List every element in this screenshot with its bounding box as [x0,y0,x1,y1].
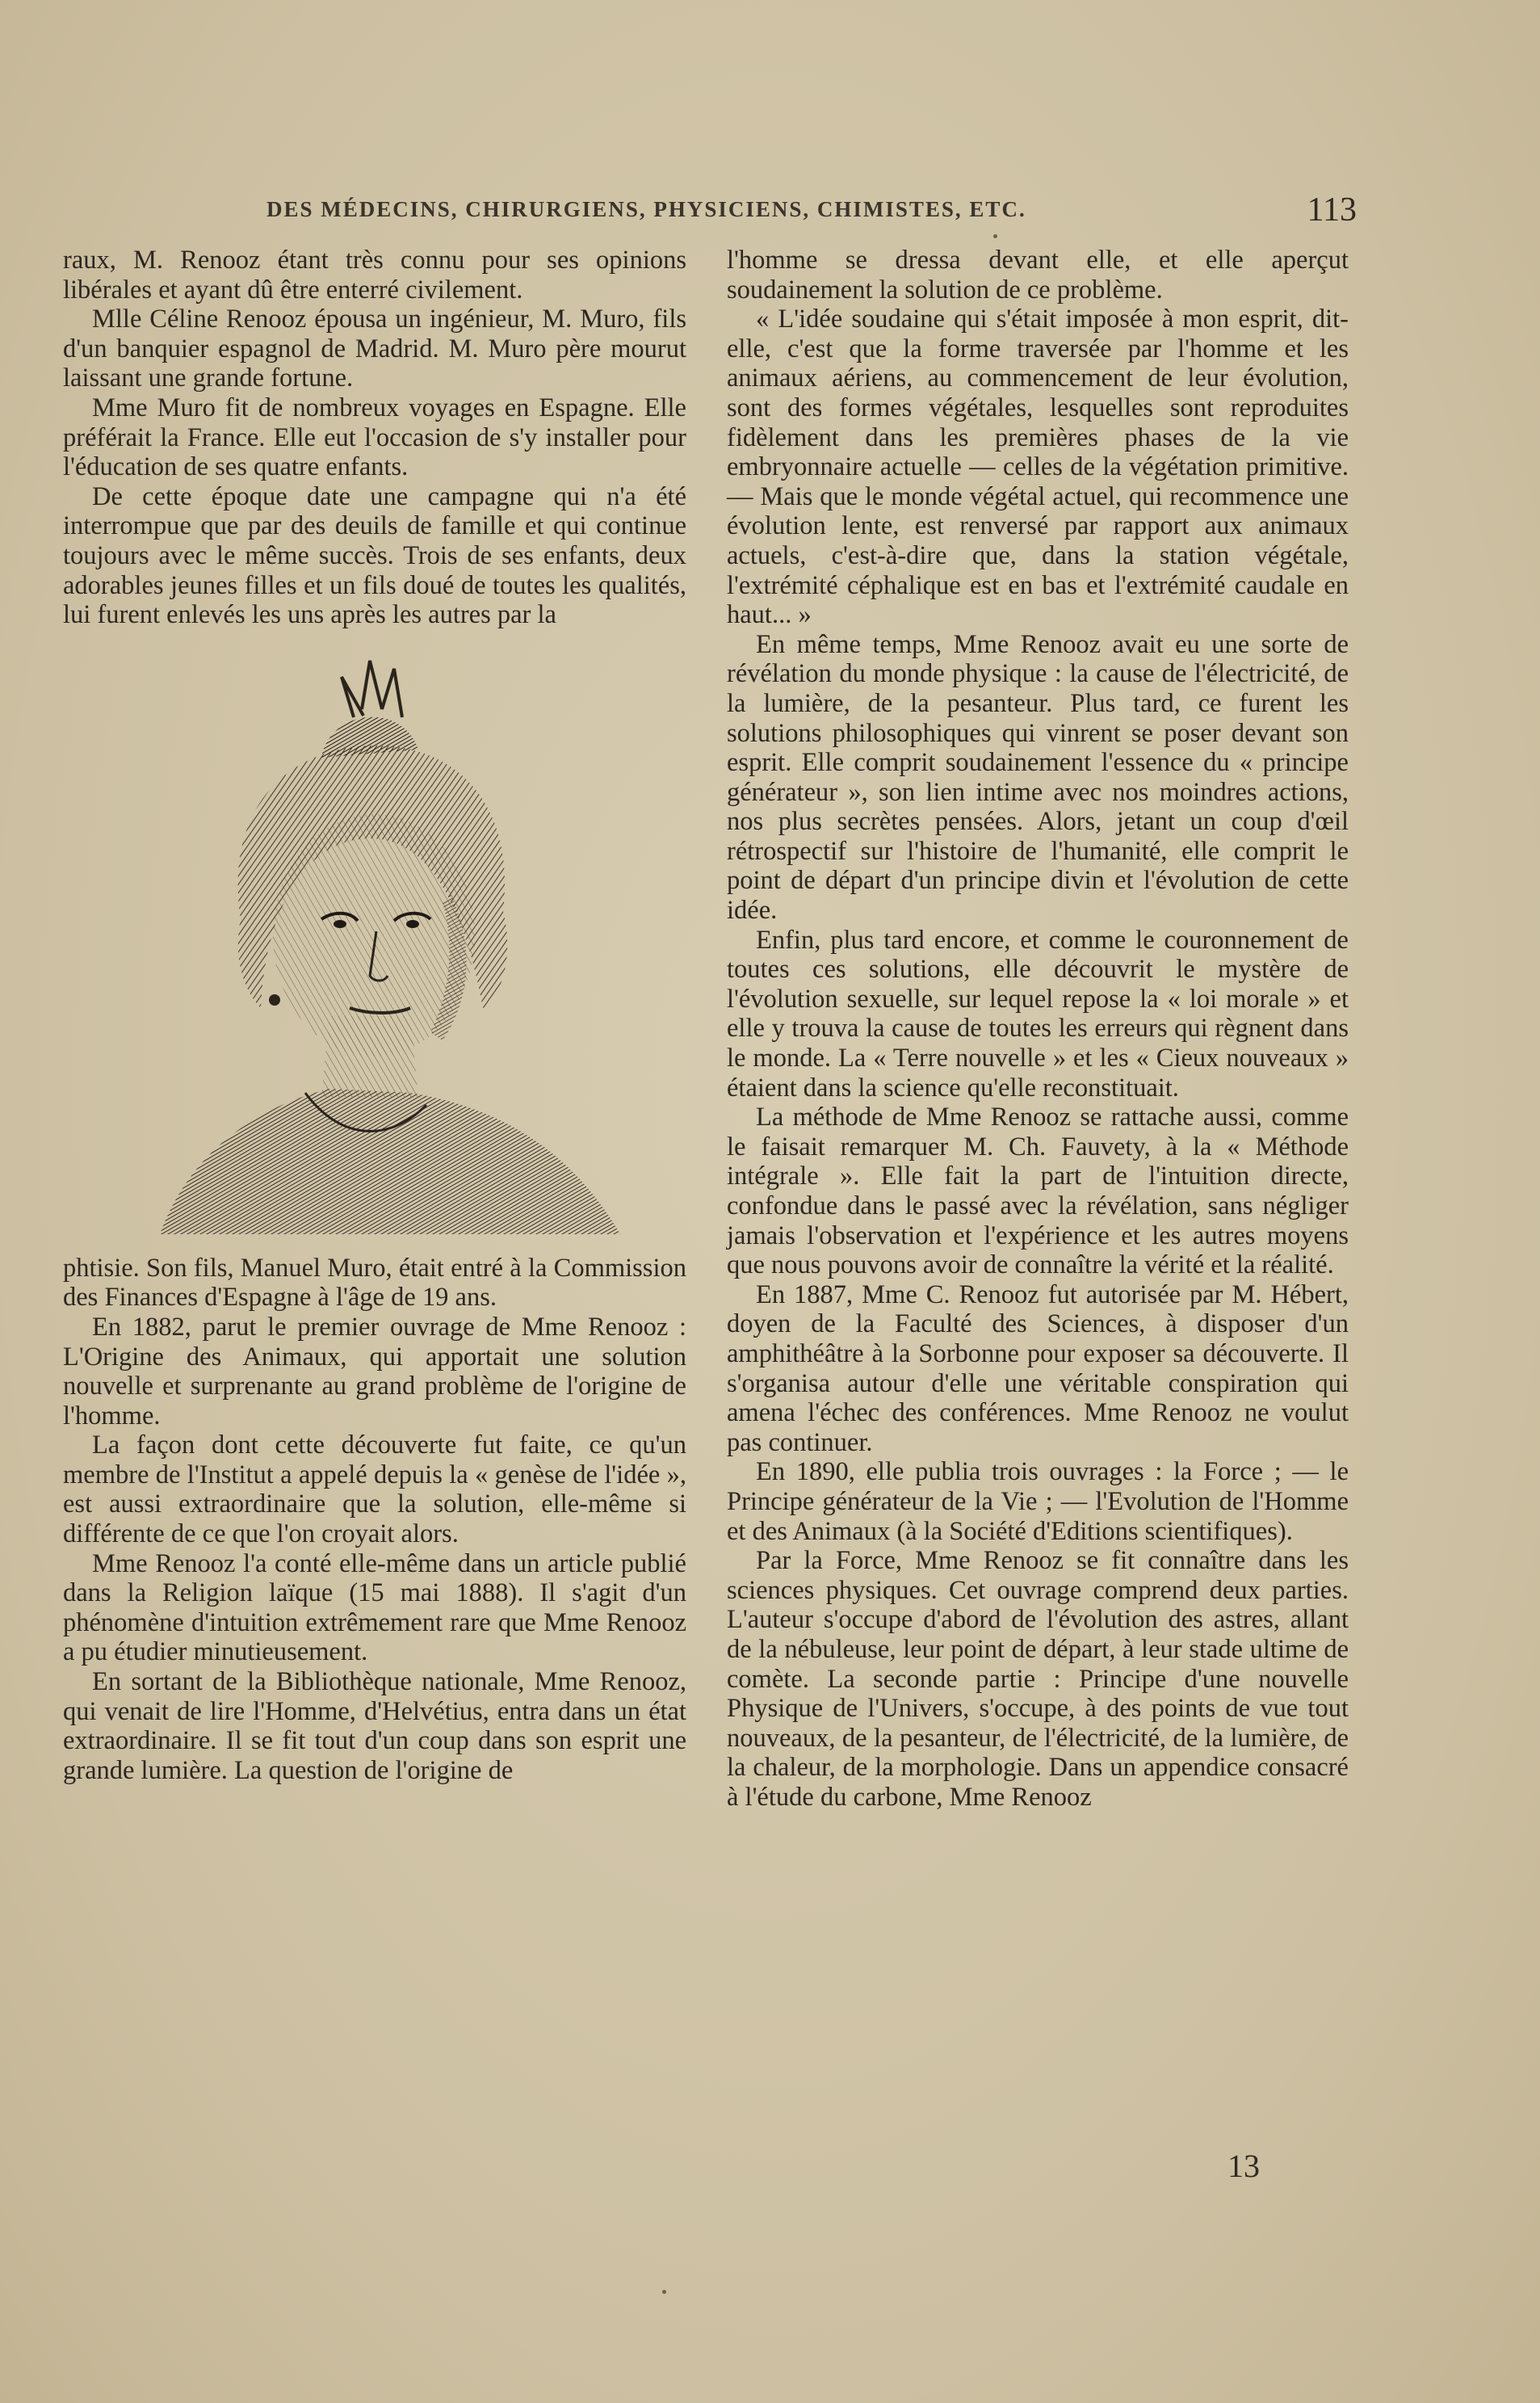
paragraph: En 1882, parut le premier ouvrage de Mme Renooz : L'Origine des Animaux, qui apportait une solution nouvelle et surprenante au grand problème de l'origine de l'homme. [63,1312,686,1430]
left-column [63,246,686,1785]
paragraph: En 1887, Mme C. Renooz fut autorisée par M. Hébert, doyen de la Faculté des Sciences, à disposer d'un amphithéâtre à la Sorbonne pour exposer sa découverte. Il s'organisa autour d'elle une véritable conspiration qui amena l'échec des conférences. Mme Renooz ne voulut pas continuer. [727,1279,1349,1457]
paragraph: l'homme se dressa devant elle, et elle aperçut soudainement la solution de ce problème. [727,246,1349,305]
paragraph: En même temps, Mme Renooz avait eu une sorte de révélation du monde physique : la cause de l'électricité, de la lumière, de la pesanteur. Plus tard, ce furent les solutions philosophiques qui vinrent se poser devant son esprit. Elle comprit soudainement l'essence du « principe générateur », son lien intime avec nos moindres actions, nos plus secrètes pensées. Alors, jetant un coup d'œil rétrospectif sur l'histoire de l'humanité, elle comprit le point de départ d'un principe divin et l'évolution de cette idée. [727,629,1349,926]
signature-mark: 13 [1227,2148,1260,2184]
paragraph: En sortant de la Bibliothèque nationale, Mme Renooz, qui venait de lire l'Homme, d'Helvétius, entra dans un état extraordinaire. Il se fit tout d'un coup dans son esprit une grande lumière. La question de l'origine de [63,1667,686,1785]
portrait-engraving [63,653,686,1242]
paragraph: Mme Muro fit de nombreux voyages en Espagne. Elle préférait la France. Elle eut l'occasion de s'y installer pour l'éducation de ses quatre enfants. [63,393,686,482]
paragraph: « L'idée soudaine qui s'était imposée à mon esprit, dit-elle, c'est que la forme traversée par l'homme et les animaux aériens, au commencement de leur évolution, sont des formes végétales, lesquelles sont reproduites fidèlement dans les premières phases de la vie embryonnaire actuelle — celles de la végétation primitive. — Mais que le monde végétal actuel, qui recommence une évolution lente, est renversé par rapport aux animaux actuels, c'est-à-dire que, dans la station végétale, l'extrémité céphalique est en bas et l'extrémité caudale en haut... » [727,305,1349,630]
paragraph: Mlle Céline Renooz épousa un ingénieur, M. Muro, fils d'un banquier espagnol de Madrid. M. Muro père mourut laissant une grande fortune. [63,305,686,393]
paragraph: Mme Renooz l'a conté elle-même dans un article publié dans la Religion laïque (15 mai 1888). Il s'agit d'un phénomène d'intuition extrêmement rare que Mme Renooz a pu étudier minutieusement. [63,1548,686,1667]
paragraph: De cette époque date une campagne qui n'a été interrompue que par des deuils de famille et qui continue toujours avec le même succès. Trois de ses enfants, deux adorables jeunes filles et un fils doué de toutes les qualités, lui furent enlevés les uns après les autres par la [63,481,686,630]
page-number: 113 [1307,191,1357,229]
paragraph: phtisie. Son fils, Manuel Muro, était entré à la Commission des Finances d'Espagne à l'âge de 19 ans. [63,1253,686,1313]
page-header [266,191,1357,229]
paragraph: La façon dont cette découverte fut faite, ce qu'un membre de l'Institut a appelé depuis la « genèse de l'idée », est aussi extraordinaire que la solution, elle-même si différente de ce que l'on croyait alors. [63,1430,686,1549]
right-column [727,246,1349,1812]
running-head: DES MÉDECINS, CHIRURGIENS, PHYSICIENS, CHIMISTES, ETC. [266,197,1026,221]
paragraph: raux, M. Renooz étant très connu pour ses opinions libérales et ayant dû être enterré civilement. [63,246,686,305]
paragraph: En 1890, elle publia trois ouvrages : la Force ; — le Principe générateur de la Vie ; — l'Evolution de l'Homme et des Animaux (à la Société d'Editions scientifiques). [727,1457,1349,1546]
ink-speck [993,234,997,238]
paragraph: Enfin, plus tard encore, et comme le couronnement de toutes ces solutions, elle découvrit le mystère de l'évolution sexuelle, sur lequel repose la « loi morale » et elle y trouva la cause de toutes les erreurs qui règnent dans le monde. La « Terre nouvelle » et les « Cieux nouveaux » étaient dans la science qu'elle reconstituait. [727,925,1349,1103]
ink-speck [662,2290,666,2294]
paragraph: Par la Force, Mme Renooz se fit connaître dans les sciences physiques. Cet ouvrage comprend deux parties. L'auteur s'occupe d'abord de l'évolution des astres, allant de la nébuleuse, leur point de départ, à leur stade ultime de comète. La seconde partie : Principe d'une nouvelle Physique de l'Univers, s'occupe, à des points de vue tout nouveaux, de la pesanteur, de l'électricité, de la lumière, de la chaleur, de la morphologie. Dans un appendice consacré à l'étude du carbone, Mme Renooz [727,1546,1349,1812]
paragraph: La méthode de Mme Renooz se rattache aussi, comme le faisait remarquer M. Ch. Fauvety, à la « Méthode intégrale ». Elle fait la part de l'intuition directe, confondue dans le passé avec la révélation, sans négliger jamais l'observation et l'expérience et les autres moyens que nous pouvons avoir de connaître la vérité et la réalité. [727,1103,1349,1280]
